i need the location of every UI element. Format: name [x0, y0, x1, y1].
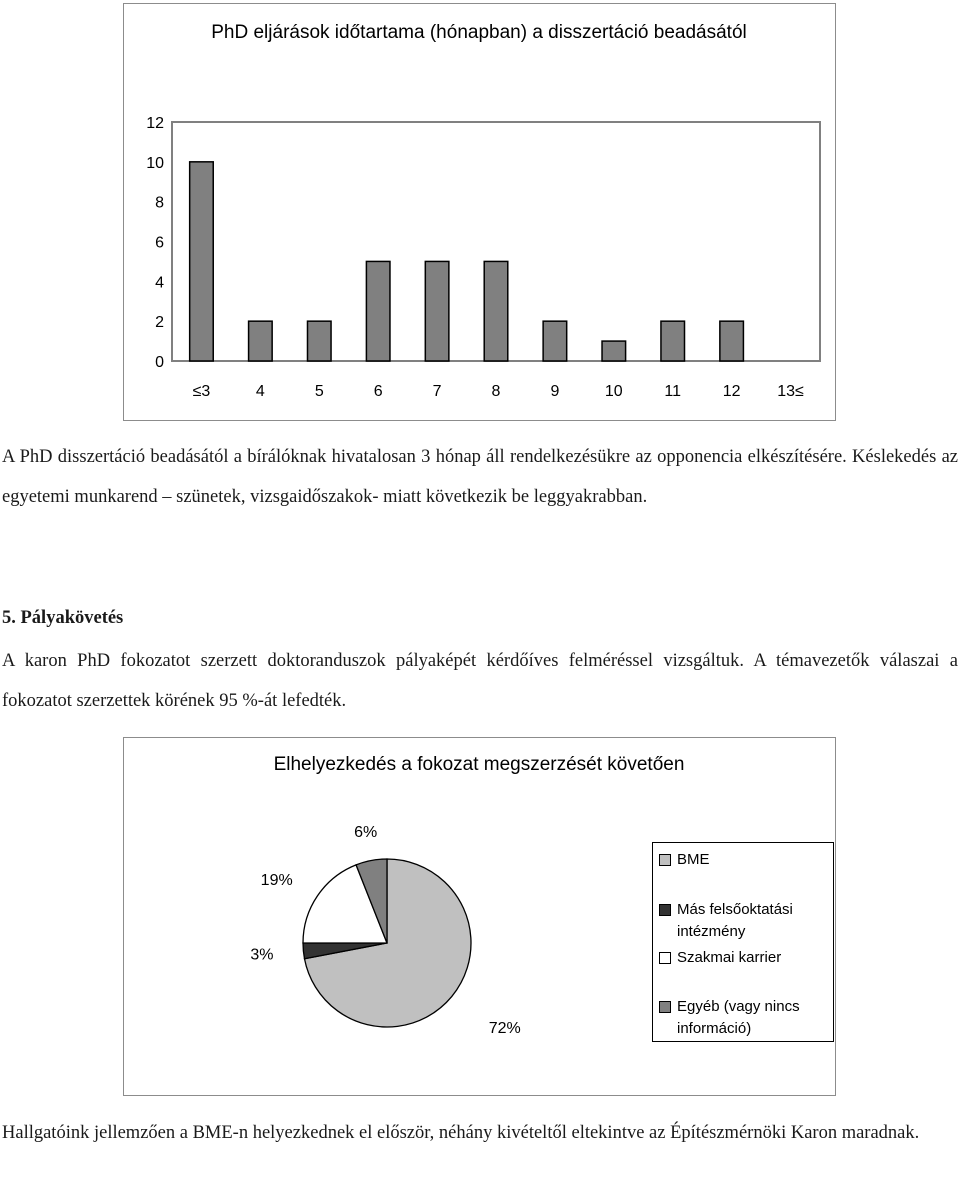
paragraph-line: Hallgatóink jellemzően a BME-n helyezkednek el először, néhány kivételtől eltekintve az: [2, 1123, 666, 1143]
pie-value-label: 72%: [488, 1020, 521, 1038]
x-tick-label: ≤3: [192, 383, 211, 400]
bar-chart-title: PhD eljárások időtartama (hónapban) a disszertáció beadásától: [211, 22, 747, 43]
bar: [484, 261, 508, 361]
paragraph-graduate-placement: [2, 1113, 958, 1153]
y-tick-label: 6: [155, 234, 164, 252]
legend-label: Egyéb (vagy nincs információ): [677, 998, 800, 1037]
bar: [425, 261, 449, 361]
legend-swatch-bme: [659, 854, 671, 866]
bar: [249, 321, 273, 361]
bar: [602, 341, 626, 361]
section-heading: 5. Pályakövetés: [2, 608, 124, 628]
legend-label: Más felsőoktatási intézmény: [677, 901, 793, 940]
legend-swatch-other: [659, 1001, 671, 1013]
legend-label: BME: [677, 851, 710, 868]
y-tick-label: 8: [155, 194, 164, 212]
x-tick-label: 7: [432, 383, 442, 400]
x-tick-label: 13≤: [777, 383, 804, 400]
bar: [543, 321, 567, 361]
y-tick-label: 0: [155, 354, 164, 371]
x-tick-label: 12: [722, 383, 741, 400]
x-tick-label: 5: [314, 383, 324, 400]
bar-chart: [124, 4, 835, 420]
x-tick-label: 10: [604, 383, 623, 400]
pie-value-label: 19%: [260, 871, 293, 889]
x-tick-label: 9: [550, 383, 560, 400]
x-tick-label: 4: [255, 383, 265, 400]
x-tick-label: 8: [491, 383, 501, 400]
bar: [366, 261, 390, 361]
paragraph-career-tracking: A karon PhD fokozatot szerzett doktoranduszok pályaképét kérdőíves felméréssel vizsgáltuk. A témavezetők válaszai a fokozatot szerzettek körének 95 %-át lefedték.: [2, 651, 958, 711]
y-tick-label: 4: [155, 274, 164, 292]
bar: [307, 321, 331, 361]
paragraph-line: Építészmérnöki Karon maradnak.: [670, 1123, 920, 1143]
pie-value-label: 3%: [250, 946, 274, 964]
bar-chart-frame: [123, 3, 836, 421]
legend-swatch-professional-career: [659, 952, 671, 964]
y-tick-label: 10: [146, 154, 164, 172]
x-tick-label: 6: [373, 383, 383, 400]
pie-chart-frame: [123, 737, 836, 1096]
legend-swatch-other-higher-ed: [659, 904, 671, 916]
pie-value-label: 6%: [354, 824, 378, 842]
pie-chart-title: Elhelyezkedés a fokozat megszerzését követően: [273, 754, 685, 775]
legend-label: Szakmai karrier: [677, 949, 782, 966]
paragraph-review-period: A PhD disszertáció beadásától a bírálóknak hivatalosan 3 hónap áll rendelkezésükre az opponencia elkészítésére. Késlekedés az egyetemi munkarend – szünetek, vizsgaidőszakok- miatt következik be leggyakrabban.: [2, 447, 958, 507]
y-tick-label: 2: [155, 314, 164, 332]
bar: [661, 321, 685, 361]
bar: [720, 321, 744, 361]
pie-chart: [124, 738, 644, 1095]
y-tick-label: 12: [146, 115, 164, 132]
x-tick-label: 11: [664, 383, 682, 400]
pie-legend: [652, 842, 834, 1042]
bar: [190, 162, 214, 361]
